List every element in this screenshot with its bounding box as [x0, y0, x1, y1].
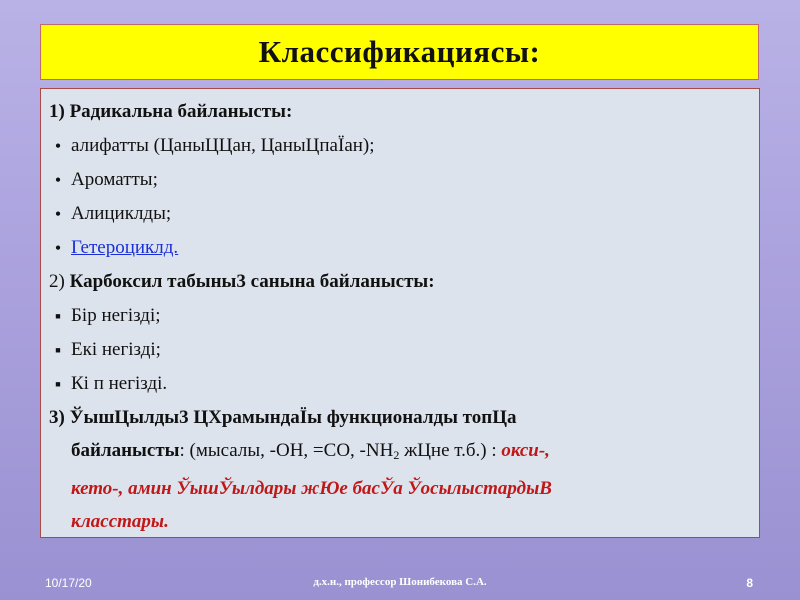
list-item: • алифатты (ЦаныЦЦан, ЦаныЦпаЇан); [49, 129, 745, 163]
list-item: ■ Бір негізді; [49, 299, 745, 333]
bullet-dot-icon [51, 197, 65, 232]
section-functional-groups: 3) ЎышЦылды3 ЦХрамындаЇы функционалды топЦа байланысты: (мысалы, -ОН, =СО, $-NH_2$ жЦне т.б.) : окси-, кето-, амин ЎышЎылдары жЮе басЎа ЎосылыстардыВ класстары. [49, 407, 552, 532]
bullet-dot-icon [51, 163, 65, 198]
bullet-dot-icon [51, 129, 65, 164]
list-item: ■ Екі негізді; [49, 333, 745, 367]
list-item: • Алициклды; [49, 197, 745, 231]
list-item: ■ Кі п негізді. [49, 367, 745, 401]
footer-date: 10/17/20 [45, 576, 92, 590]
slide-title: Классификациясы: [258, 34, 541, 69]
slide-footer [0, 570, 800, 600]
footer-author: д.х.н., профессор Шонибекова С.А. [313, 576, 487, 588]
slide-content-box [40, 88, 760, 538]
section-heading-radical: 1) Радикальна байланысты: [49, 101, 293, 122]
list-item-link [49, 231, 745, 265]
heterocyclic-link[interactable]: Гетероциклд. [71, 237, 179, 258]
section-heading-carboxyl: 2) Карбоксил табыны3 санына байланысты: [49, 271, 435, 292]
list-item: • Ароматты; [49, 163, 745, 197]
bullet-dot-icon [51, 231, 65, 266]
bullet-square-icon [51, 333, 65, 368]
footer-page-number: 8 [746, 576, 753, 590]
slide-title-box [40, 24, 759, 80]
bullet-square-icon [51, 299, 65, 334]
bullet-square-icon [51, 367, 65, 402]
